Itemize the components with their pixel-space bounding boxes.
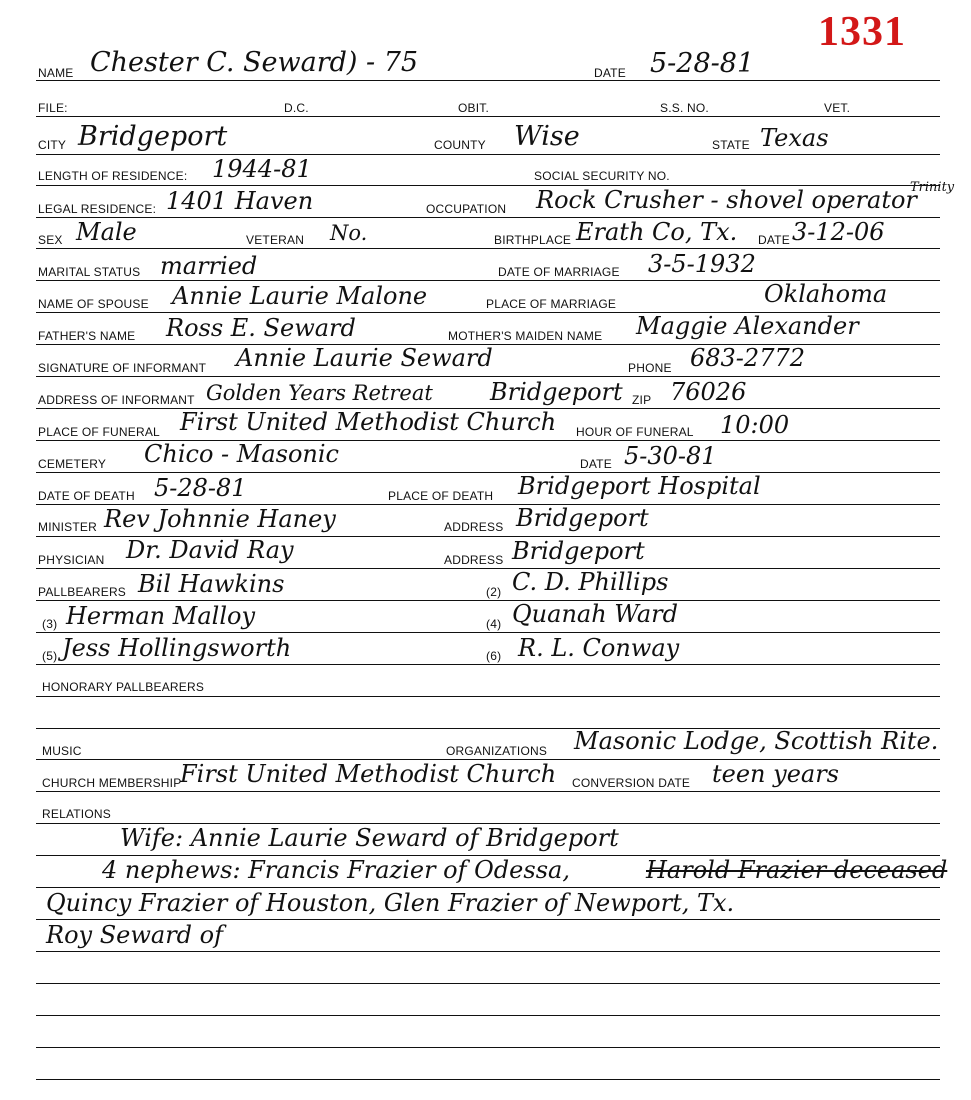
city-rule xyxy=(36,154,940,155)
pallbearer-4-label: (4) xyxy=(486,617,502,631)
county-value: Wise xyxy=(514,121,580,152)
vet-label: VET. xyxy=(824,101,851,115)
pallbearers-rule-2 xyxy=(36,632,940,633)
marital-status-label: MARITAL STATUS xyxy=(38,265,141,279)
dc-label: D.C. xyxy=(284,101,309,115)
date-of-marriage-label: DATE OF MARRIAGE xyxy=(498,265,620,279)
zip-value: 76026 xyxy=(670,378,747,406)
obit-label: OBIT. xyxy=(458,101,490,115)
relations-line-1: Wife: Annie Laurie Seward of Bridgeport xyxy=(120,824,619,852)
pallbearer-5-value: Jess Hollingsworth xyxy=(62,634,292,662)
pallbearer-6-value: R. L. Conway xyxy=(518,634,680,662)
signature-of-informant-value: Annie Laurie Seward xyxy=(236,344,493,372)
church-membership-value: First United Methodist Church xyxy=(180,760,557,788)
organizations-value: Masonic Lodge, Scottish Rite. xyxy=(574,727,939,755)
name-of-spouse-label: NAME OF SPOUSE xyxy=(38,297,149,311)
legal-residence-value: 1401 Haven xyxy=(166,187,314,215)
physician-address-label: ADDRESS xyxy=(444,553,504,567)
minister-address-label: ADDRESS xyxy=(444,520,504,534)
length-of-residence-value: 1944-81 xyxy=(212,155,312,183)
signature-of-informant-label: SIGNATURE OF INFORMANT xyxy=(38,361,207,375)
sex-rule xyxy=(36,248,940,249)
pallbearer-2-value: C. D. Phillips xyxy=(512,568,669,596)
sex-value: Male xyxy=(76,218,137,246)
name-rule xyxy=(36,80,940,81)
informant-signature-rule xyxy=(36,376,940,377)
relations-rule-6 xyxy=(36,983,940,984)
minister-label: MINISTER xyxy=(38,520,97,534)
hour-of-funeral-label: HOUR OF FUNERAL xyxy=(576,425,694,439)
birth-date-label: DATE xyxy=(758,233,790,247)
ssno-label: S.S. NO. xyxy=(660,101,709,115)
relations-rule-9 xyxy=(36,1079,940,1080)
conversion-date-label: CONVERSION DATE xyxy=(572,776,691,790)
honorary-rule-1 xyxy=(36,696,940,697)
place-of-funeral-value: First United Methodist Church xyxy=(180,408,557,436)
county-label: COUNTY xyxy=(434,138,486,152)
pallbearers-rule-1 xyxy=(36,600,940,601)
sex-label: SEX xyxy=(38,233,63,247)
relations-rule-7 xyxy=(36,1015,940,1016)
physician-label: PHYSICIAN xyxy=(38,553,105,567)
length-of-residence-label: LENGTH OF RESIDENCE: xyxy=(38,169,188,183)
physician-rule xyxy=(36,568,940,569)
relations-line-3: Quincy Frazier of Houston, Glen Frazier of Newport, Tx. xyxy=(46,889,735,917)
pallbearer-4-value: Quanah Ward xyxy=(512,600,679,628)
date-of-death-label: DATE OF DEATH xyxy=(38,489,135,503)
occupation-label: OCCUPATION xyxy=(426,202,507,216)
name-value: Chester C. Seward) - 75 xyxy=(90,47,419,78)
relations-label: RELATIONS xyxy=(42,807,111,821)
organizations-label: ORGANIZATIONS xyxy=(446,744,548,758)
phone-label: PHONE xyxy=(628,361,672,375)
name-label: NAME xyxy=(38,66,74,80)
conversion-date-value: teen years xyxy=(712,760,839,788)
pallbearer-3-value: Herman Malloy xyxy=(66,602,255,630)
church-membership-label: CHURCH MEMBERSHIP xyxy=(42,776,182,790)
legal-residence-label: LEGAL RESIDENCE: xyxy=(38,202,157,216)
state-label: STATE xyxy=(712,138,750,152)
cemetery-label: CEMETERY xyxy=(38,457,107,471)
relations-rule-5 xyxy=(36,951,940,952)
funeral-date-label: DATE xyxy=(580,457,612,471)
date-label: DATE xyxy=(594,66,626,80)
honorary-pallbearers-label: HONORARY PALLBEARERS xyxy=(42,680,205,694)
phone-value: 683-2772 xyxy=(690,344,805,372)
mothers-maiden-name-label: MOTHER'S MAIDEN NAME xyxy=(448,329,603,343)
file-rule xyxy=(36,116,940,117)
pallbearers-label: PALLBEARERS xyxy=(38,585,127,599)
relations-line-2b-struck: Harold Frazier deceased xyxy=(646,856,948,884)
state-value: Texas xyxy=(760,124,829,152)
date-of-death-value: 5-28-81 xyxy=(154,474,247,502)
marital-status-value: married xyxy=(160,252,258,280)
relations-rule-8 xyxy=(36,1047,940,1048)
relations-line-2a: 4 nephews: Francis Frazier of Odessa, xyxy=(102,856,570,884)
pallbearer-5-label: (5) xyxy=(42,649,58,663)
record-number: 1331 xyxy=(818,9,906,55)
zip-label: ZIP xyxy=(632,393,652,407)
date-value: 5-28-81 xyxy=(650,48,755,79)
cemetery-value: Chico - Masonic xyxy=(144,440,339,468)
file-label: FILE: xyxy=(38,101,68,115)
veteran-value: No. xyxy=(330,221,368,245)
place-of-funeral-label: PLACE OF FUNERAL xyxy=(38,425,160,439)
occupation-value: Rock Crusher - shovel operator xyxy=(536,186,917,214)
pallbearers-rule-3 xyxy=(36,664,940,665)
relations-rule-3 xyxy=(36,887,940,888)
minister-address-value: Bridgeport xyxy=(516,504,649,532)
address-of-informant-value: Golden Years Retreat xyxy=(206,381,433,405)
city-value: Bridgeport xyxy=(78,121,228,152)
address-of-informant-city: Bridgeport xyxy=(490,378,623,406)
mothers-maiden-name-value: Maggie Alexander xyxy=(636,312,859,340)
minister-value: Rev Johnnie Haney xyxy=(104,505,336,533)
occupation-note: Trinity xyxy=(910,180,955,195)
social-security-label: SOCIAL SECURITY NO. xyxy=(534,169,670,183)
hour-of-funeral-value: 10:00 xyxy=(720,411,790,439)
physician-value: Dr. David Ray xyxy=(126,536,294,564)
fathers-name-label: FATHER'S NAME xyxy=(38,329,136,343)
place-of-death-label: PLACE OF DEATH xyxy=(388,489,494,503)
place-of-marriage-label: PLACE OF MARRIAGE xyxy=(486,297,617,311)
place-of-marriage-value: Oklahoma xyxy=(764,280,888,308)
address-of-informant-label: ADDRESS OF INFORMANT xyxy=(38,393,195,407)
birthplace-label: BIRTHPLACE xyxy=(494,233,572,247)
cemetery-rule xyxy=(36,472,940,473)
fathers-name-value: Ross E. Seward xyxy=(166,314,356,342)
physician-address-value: Bridgeport xyxy=(512,537,645,565)
funeral-date-value: 5-30-81 xyxy=(624,442,717,470)
relations-line-4: Roy Seward of xyxy=(46,921,223,949)
church-rule xyxy=(36,791,940,792)
city-label: CITY xyxy=(38,138,67,152)
pallbearer-2-label: (2) xyxy=(486,585,502,599)
veteran-label: VETERAN xyxy=(246,233,305,247)
pallbearer-6-label: (6) xyxy=(486,649,502,663)
name-of-spouse-value: Annie Laurie Malone xyxy=(172,282,428,310)
birthplace-value: Erath Co, Tx. xyxy=(576,218,738,246)
music-label: MUSIC xyxy=(42,744,82,758)
pallbearer-3-label: (3) xyxy=(42,617,58,631)
relations-rule-4 xyxy=(36,919,940,920)
date-of-marriage-value: 3-5-1932 xyxy=(648,250,756,278)
birth-date-value: 3-12-06 xyxy=(792,218,885,246)
place-of-death-value: Bridgeport Hospital xyxy=(518,472,761,500)
pallbearer-1-value: Bil Hawkins xyxy=(138,570,285,598)
